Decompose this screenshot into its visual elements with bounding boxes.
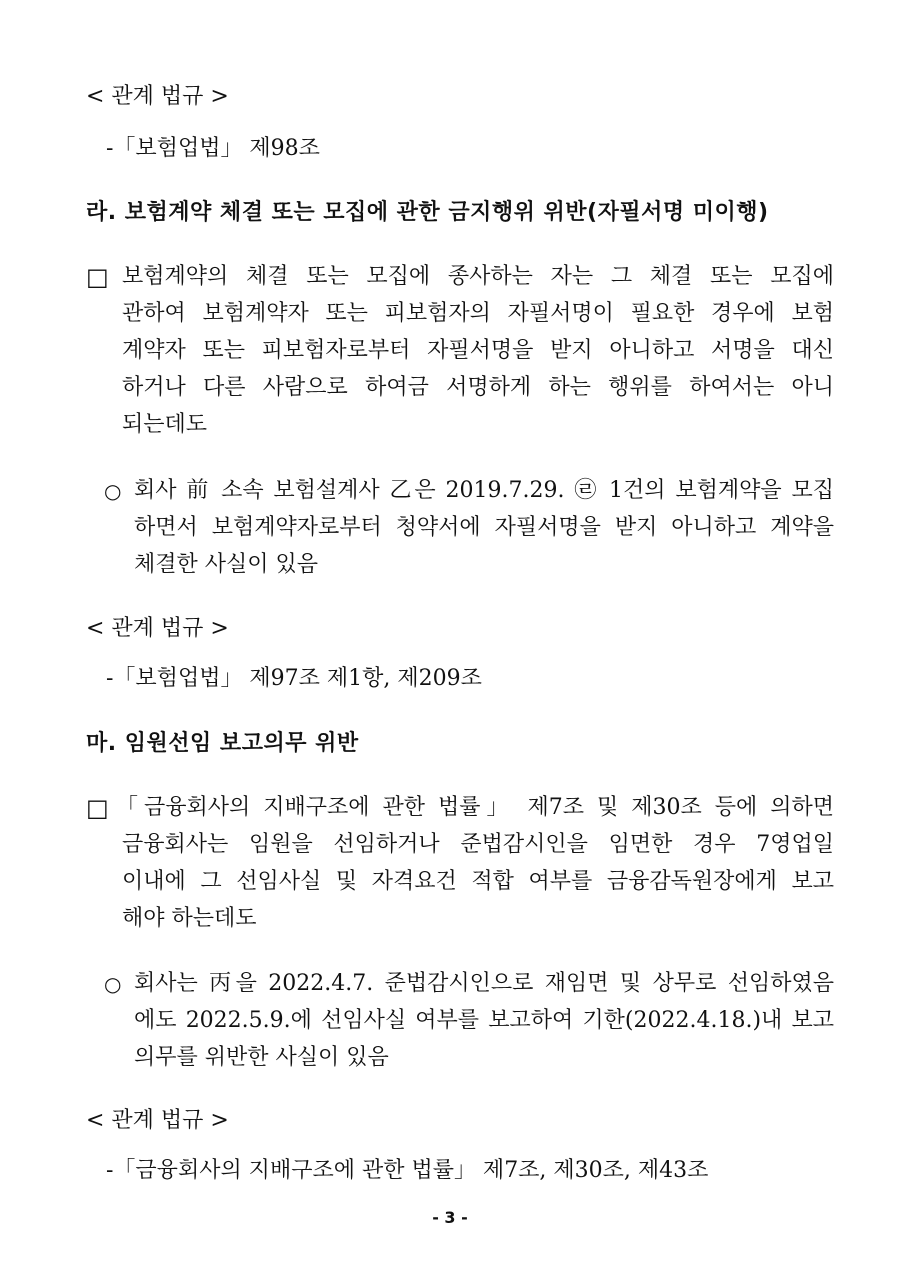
circle-bullet-icon: ○ (104, 972, 122, 996)
law-title: < 관계 법규 > (86, 1108, 229, 1133)
paragraph-line: 이내에 그 선임사실 및 자격요건 적합 여부를 금융감독원장에게 보고 (122, 869, 834, 894)
law-item: -「보험업법」 제97조 제1항, 제209조 (106, 666, 482, 691)
paragraph-line: 체결한 사실이 있음 (134, 552, 319, 577)
law-item: -「보험업법」 제98조 (106, 136, 320, 161)
paragraph-line: 에도 2022.5.9.에 선임사실 여부를 보고하여 기한(2022.4.18.)내 보고 (134, 1008, 834, 1033)
box-bullet-icon: □ (86, 263, 109, 291)
paragraph-line: 해야 하는데도 (122, 906, 257, 931)
law-title: < 관계 법규 > (86, 616, 229, 641)
paragraph-line: 의무를 위반한 사실이 있음 (134, 1045, 389, 1070)
circle-bullet-icon: ○ (104, 479, 122, 503)
paragraph-line: 하거나 다른 사람으로 하여금 서명하게 하는 행위를 하여서는 아니 (122, 375, 834, 400)
box-bullet-icon: □ (86, 794, 109, 822)
section-heading-ma: 마. 임원선임 보고의무 위반 (86, 731, 359, 756)
paragraph-line: 보험계약의 체결 또는 모집에 종사하는 자는 그 체결 또는 모집에 (122, 264, 834, 289)
paragraph-line: 「금융회사의 지배구조에 관한 법률」 제7조 및 제30조 등에 의하면 (116, 795, 834, 820)
paragraph-line: 관하여 보험계약자 또는 피보험자의 자필서명이 필요한 경우에 보험 (122, 301, 834, 326)
section-heading-ra: 라. 보험계약 체결 또는 모집에 관한 금지행위 위반(자필서명 미이행) (86, 200, 769, 225)
paragraph-line: 금융회사는 임원을 선임하거나 준법감시인을 임면한 경우 7영업일 (122, 832, 834, 857)
page-number: - 3 - (432, 1208, 468, 1227)
paragraph-line: 하면서 보험계약자로부터 청약서에 자필서명을 받지 아니하고 계약을 (134, 515, 834, 540)
paragraph-line: 되는데도 (122, 412, 208, 437)
law-item: -「금융회사의 지배구조에 관한 법률」 제7조, 제30조, 제43조 (106, 1158, 709, 1183)
paragraph-line: 회사는 丙을 2022.4.7. 준법감시인으로 재임면 및 상무로 선임하였음 (134, 971, 834, 996)
paragraph-line: 계약자 또는 피보험자로부터 자필서명을 받지 아니하고 서명을 대신 (122, 338, 834, 363)
paragraph-line: 회사 前 소속 보험설계사 乙은 2019.7.29. ㉣ 1건의 보험계약을 모집 (134, 478, 834, 503)
law-title: < 관계 법규 > (86, 84, 229, 109)
